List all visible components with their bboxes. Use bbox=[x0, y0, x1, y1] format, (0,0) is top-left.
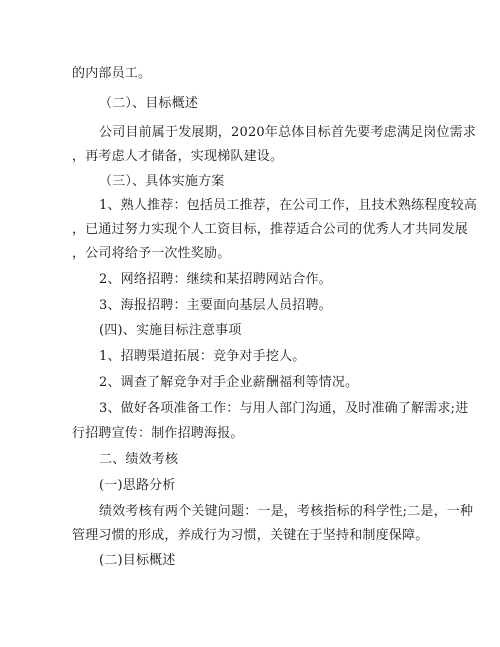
list-item: 1、招聘渠道拓展：竞争对手挖人。 bbox=[99, 349, 306, 364]
list-item: 2、调查了解竞争对手企业薪酬福利等情况。 bbox=[99, 375, 359, 390]
section-heading-analysis: (一)思路分析 bbox=[99, 478, 176, 493]
paragraph-line: ，已通过努力实现个人工资目标，推荐适合公司的优秀人才共同发展 bbox=[72, 222, 469, 237]
paragraph-line: ，公司将给予一次性奖励。 bbox=[72, 246, 231, 261]
list-item: 3、海报招聘：主要面向基层人员招聘。 bbox=[99, 298, 332, 313]
paragraph-line: 1、熟人推荐：包括员工推荐，在公司工作，且技术熟练程度较高 bbox=[99, 198, 478, 213]
paragraph-line: 行招聘宣传：制作招聘海报。 bbox=[72, 426, 244, 441]
list-item: 3、做好各项准备工作：与用人部门沟通，及时准确了解需求;进 bbox=[99, 401, 469, 416]
text-line-continuation: 的内部员工。 bbox=[72, 66, 152, 81]
paragraph-line: 绩效考核有两个关键问题：一是，考核指标的科学性;二是，一种 bbox=[99, 504, 474, 519]
section-heading-goal-overview: （二）、目标概述 bbox=[99, 96, 199, 111]
list-item: 2、网络招聘：继续和某招聘网站合作。 bbox=[99, 272, 332, 287]
section-heading-notes: (四)、实施目标注意事项 bbox=[99, 323, 242, 338]
paragraph-line: 公司目前属于发展期，2020年总体目标首先要考虑满足岗位需求 bbox=[99, 125, 477, 140]
paragraph-line: ，再考虑人才储备，实现梯队建设。 bbox=[72, 149, 284, 164]
section-heading-goal-overview-2: (二)目标概述 bbox=[99, 553, 176, 568]
section-heading-performance-review: 二、绩效考核 bbox=[99, 452, 179, 467]
section-heading-implementation-plan: （三）、具体实施方案 bbox=[99, 174, 225, 189]
paragraph-line: 管理习惯的形成，养成行为习惯，关键在于坚持和制度保障。 bbox=[72, 528, 429, 543]
